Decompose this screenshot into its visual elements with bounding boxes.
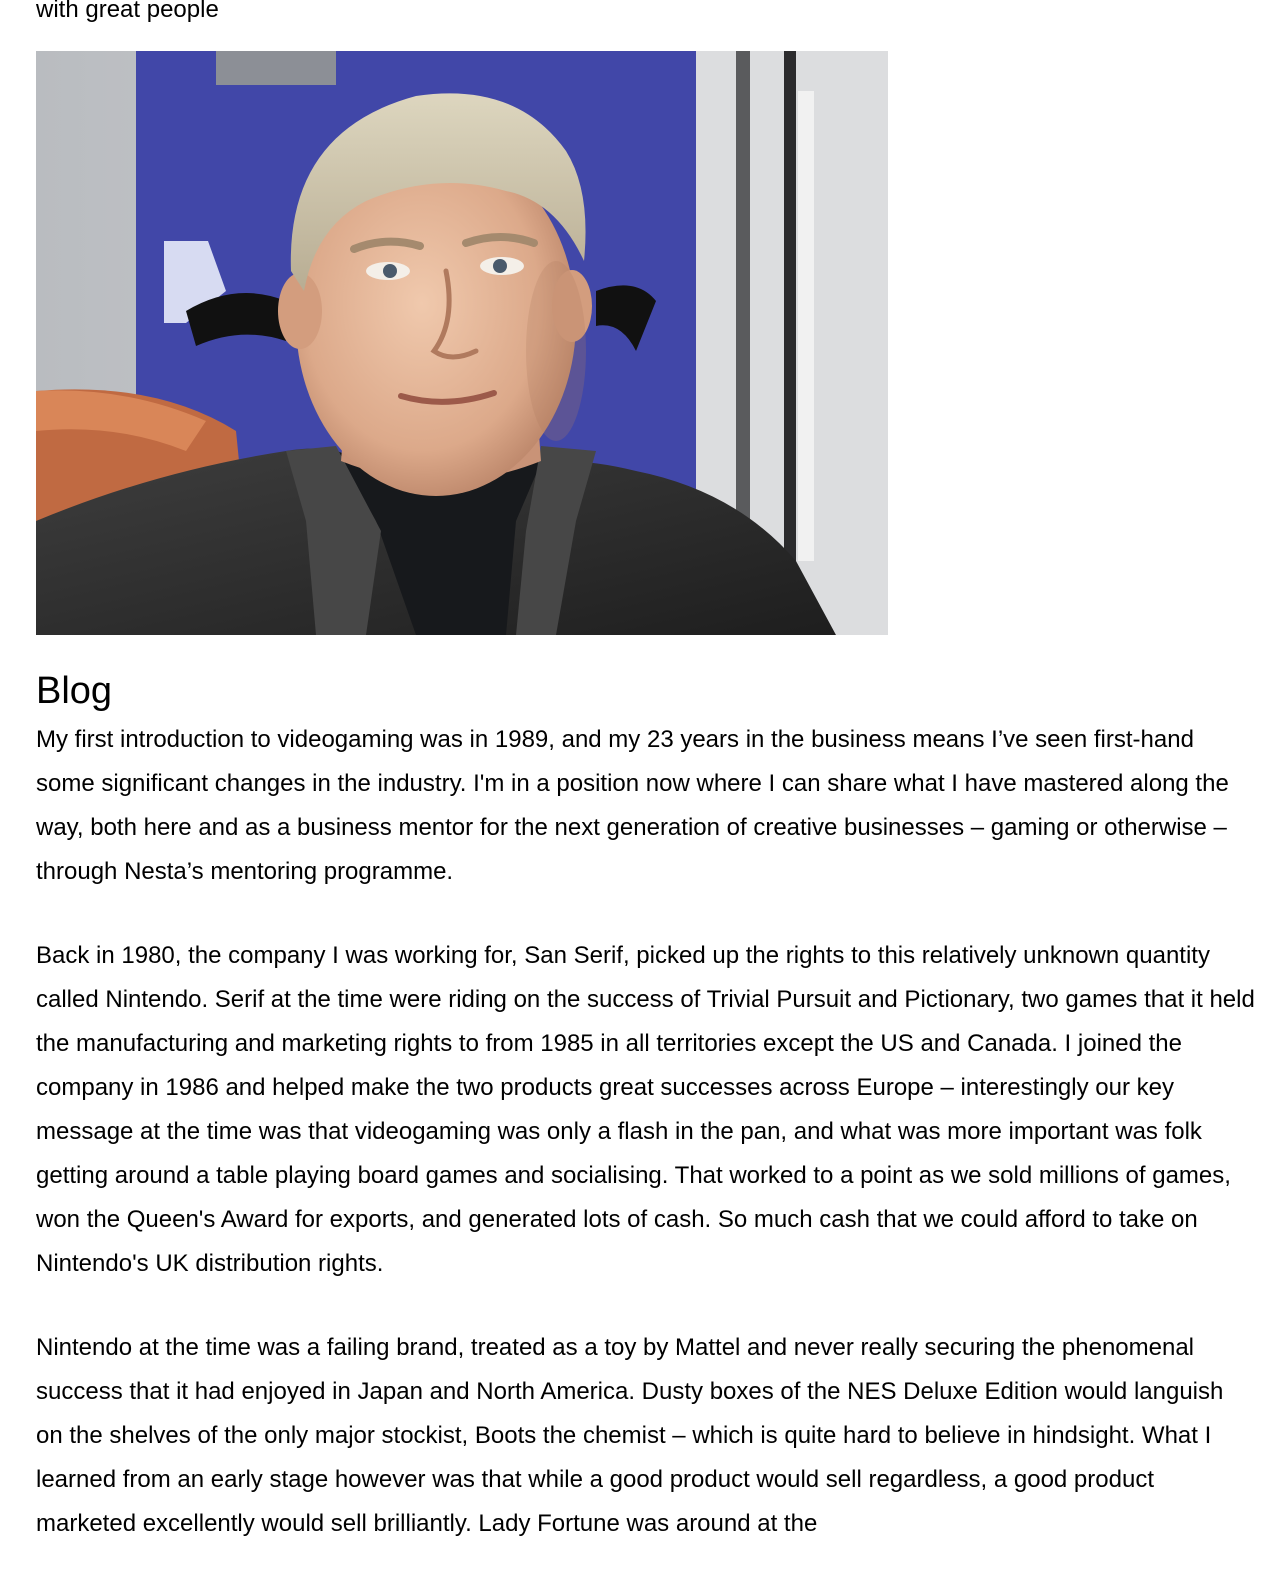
- blog-paragraph-3: Nintendo at the time was a failing brand, treated as a toy by Mattel and never really securing the phenomenal success that it had enjoyed in Japan and North America. Dusty boxes of the NES Deluxe Edition would languish on the shelves of the only major stockist, Boots the chemist – which is quite hard to believe in hindsight. What I learned from an early stage however was that while a good product would sell regardless, a good product marketed excellently would sell brilliantly. Lady Fortune was around at the: [36, 1334, 1224, 1537]
- blog-section: [36, 666, 1256, 1586]
- portrait-illustration: [36, 51, 888, 635]
- blog-paragraph-1: My first introduction to videogaming was in 1989, and my 23 years in the business means I’ve seen first-hand some significant changes in the industry. I'm in a position now where I can share what I have mastered along the way, both here and as a business mentor for the next generation of creative businesses – gaming or otherwise – through Nesta’s mentoring programme.: [36, 726, 1229, 885]
- previous-text-fragment: with great people: [36, 0, 219, 23]
- author-photo: [36, 51, 888, 635]
- blog-heading: Blog: [36, 670, 113, 712]
- blog-paragraph-2: Back in 1980, the company I was working for, San Serif, picked up the rights to this relatively unknown quantity called Nintendo. Serif at the time were riding on the success of Trivial Pursuit and Pictionary, two games that it held the manufacturing and marketing rights to from 1985 in all territories except the US and Canada. I joined the company in 1986 and helped make the two products great successes across Europe – interestingly our key message at the time was that videogaming was only a flash in the pan, and what was more important was folk getting around a table playing board games and socialising. That worked to a point as we sold millions of games, won the Queen's Award for exports, and generated lots of cash. So much cash that we could afford to take on Nintendo's UK distribution rights.: [36, 942, 1255, 1277]
